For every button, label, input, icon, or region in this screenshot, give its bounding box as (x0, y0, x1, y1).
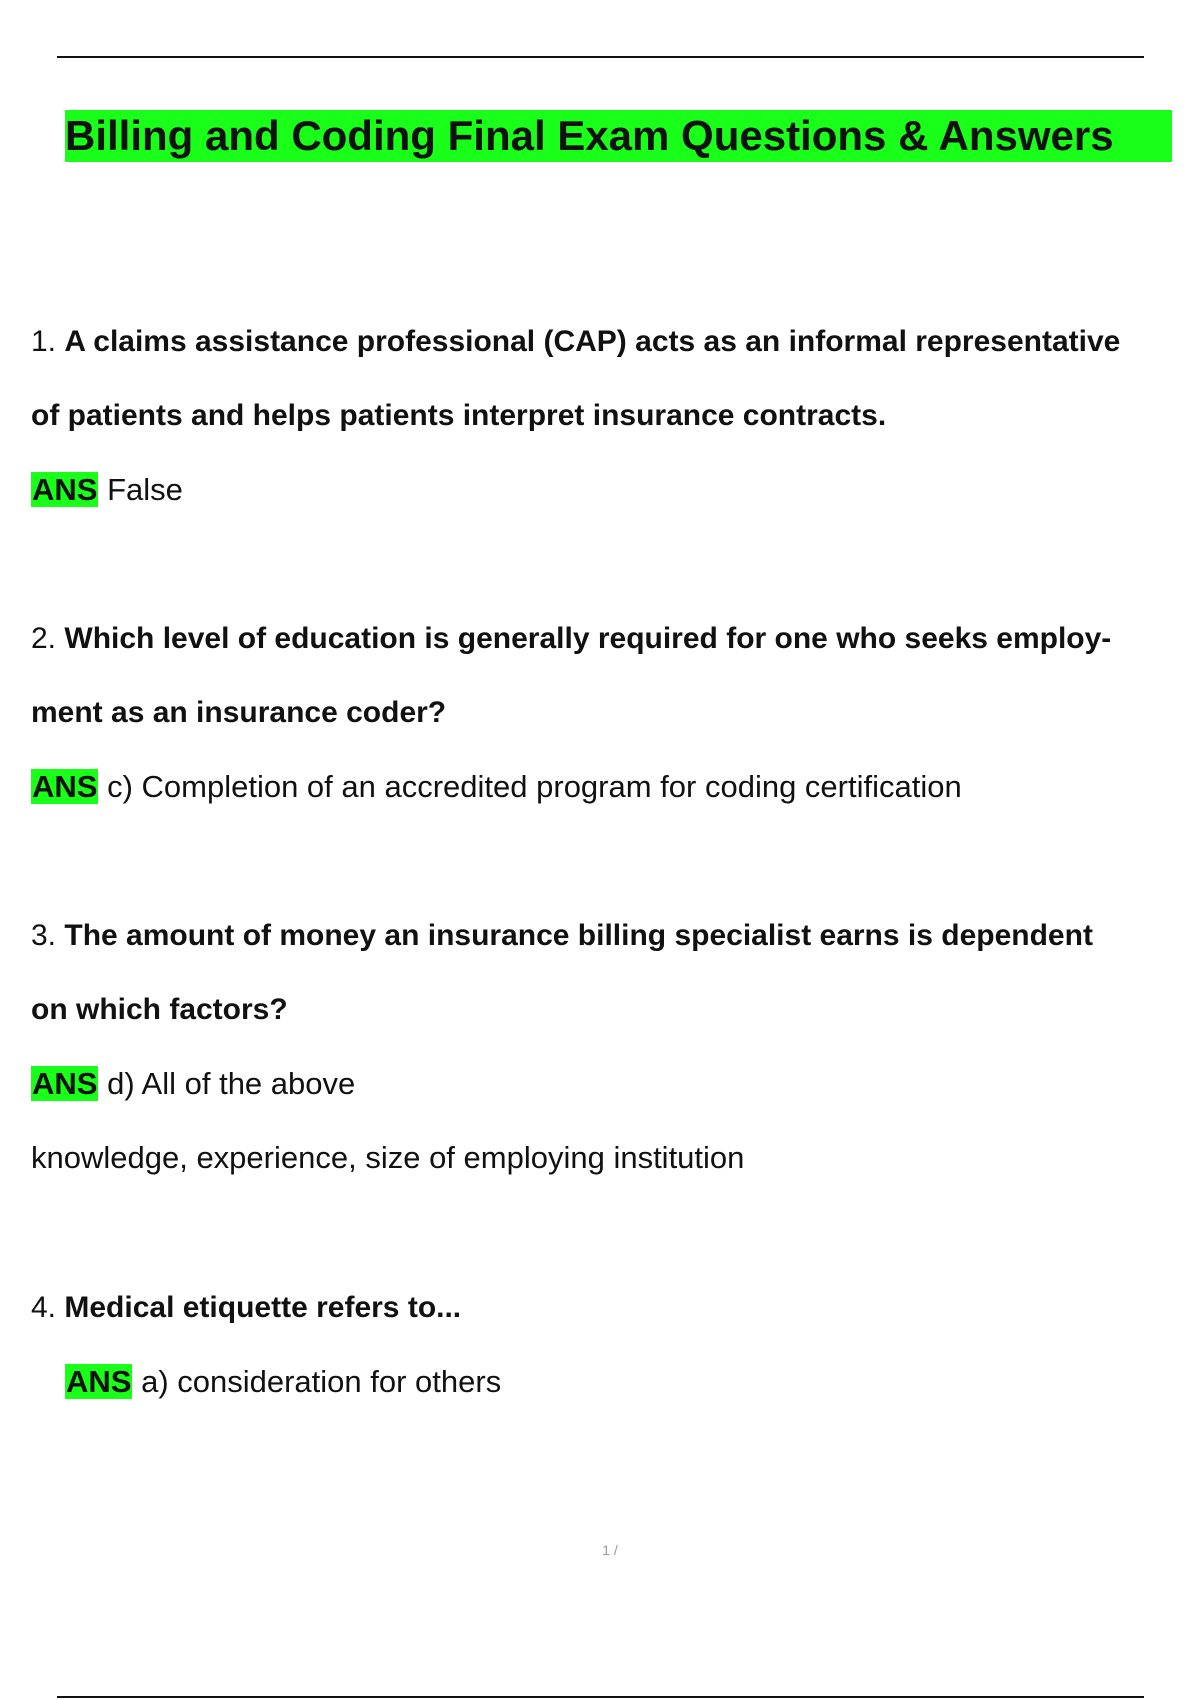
ans-label: ANS (66, 1364, 132, 1399)
question-number: 2. (31, 622, 57, 655)
answer-text: a) consideration for others (141, 1364, 502, 1399)
question-line (31, 379, 1200, 453)
bottom-divider (57, 1696, 1144, 1698)
question-line (31, 899, 1200, 973)
answer-line (31, 750, 1200, 824)
question-number: 4. (31, 1291, 57, 1324)
question-number: 3. (31, 919, 57, 952)
page-number: 1 / (602, 1542, 618, 1558)
question-text: A claims assistance professional (CAP) acts as an informal representative (64, 325, 1121, 358)
answer-line (31, 1047, 1200, 1121)
question-line (31, 1271, 1200, 1345)
answer-line (31, 453, 1200, 527)
question-block-2 (31, 602, 1200, 824)
top-divider (57, 56, 1144, 58)
question-line (31, 305, 1200, 379)
question-block-3 (31, 899, 1200, 1195)
answer-explanation: knowledge, experience, size of employing institution (31, 1140, 745, 1175)
question-block-4 (31, 1271, 1200, 1419)
answer-text: False (107, 472, 183, 507)
question-text: on which factors? (31, 993, 288, 1026)
question-line (31, 676, 1200, 750)
question-line (31, 602, 1200, 676)
document-title: Billing and Coding Final Exam Questions & Answers (65, 110, 1172, 162)
ans-label: ANS (32, 769, 98, 804)
ans-label: ANS (32, 1066, 98, 1101)
answer-text: c) Completion of an accredited program for coding certification (107, 769, 962, 804)
question-text: Medical etiquette refers to... (64, 1291, 462, 1324)
question-text: Which level of education is generally required for one who seeks employ- (64, 622, 1112, 655)
question-text: ment as an insurance coder? (31, 696, 447, 729)
question-text: of patients and helps patients interpret insurance contracts. (31, 399, 887, 432)
question-number: 1. (31, 325, 57, 358)
question-text: The amount of money an insurance billing specialist earns is dependent (64, 919, 1093, 952)
ans-label: ANS (32, 472, 98, 507)
question-block-1 (31, 305, 1200, 527)
question-line (31, 973, 1200, 1047)
answer-line (31, 1345, 1200, 1419)
answer-text: d) All of the above (107, 1066, 356, 1101)
